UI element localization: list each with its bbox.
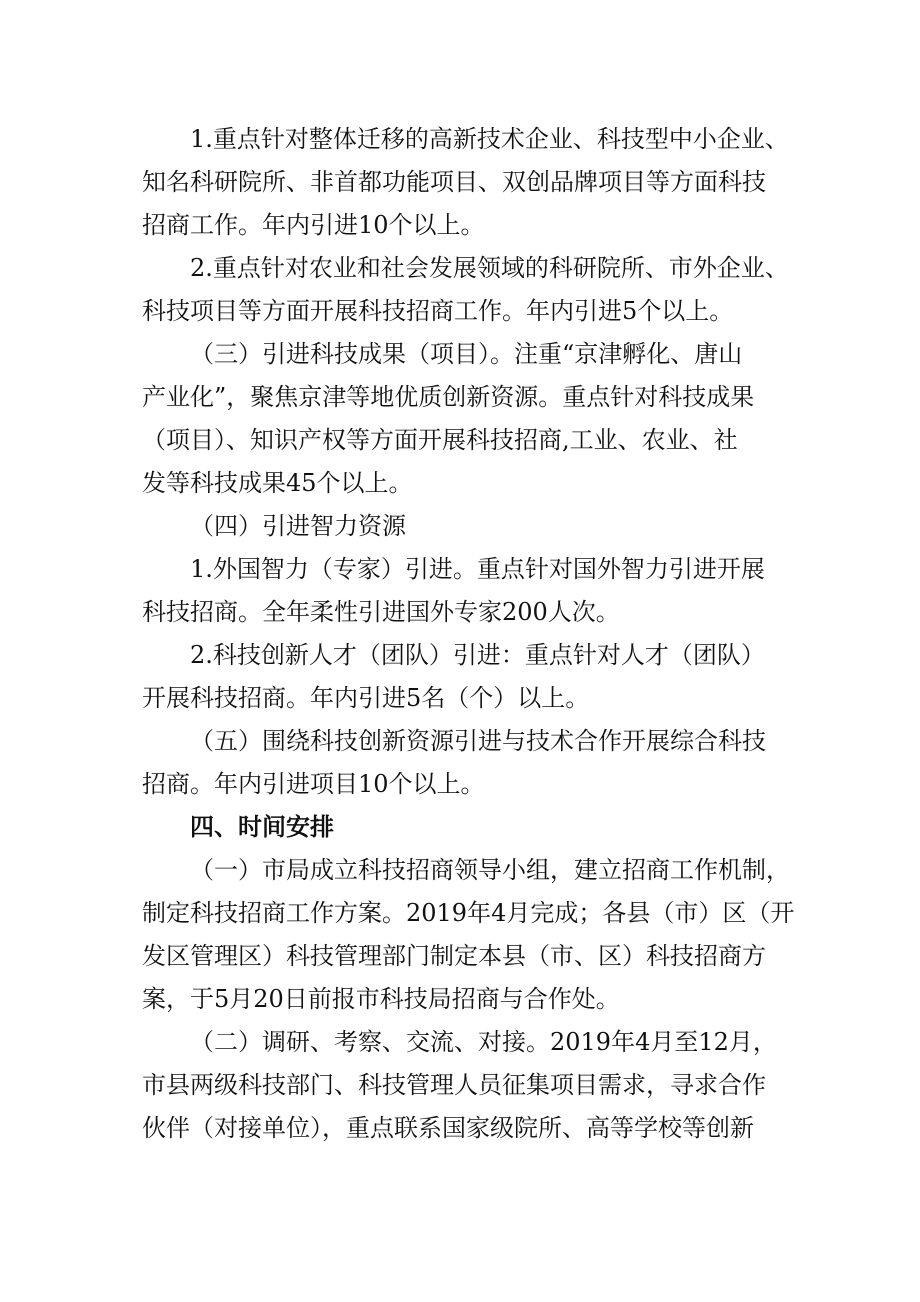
- paragraph-line: 开展科技招商。年内引进5名（个）以上。: [142, 684, 590, 712]
- paragraph-line: 产业化”，聚焦京津等地优质创新资源。重点针对科技成果: [142, 383, 755, 411]
- paragraph-line: （项目）、知识产权等方面开展科技招商,工业、农业、社: [142, 426, 738, 454]
- paragraph-line: 市县两级科技部门、科技管理人员征集项目需求，寻求合作: [142, 1071, 766, 1099]
- paragraph-line: 2.重点针对农业和社会发展领域的科研院所、市外企业、: [190, 254, 789, 282]
- chapter-heading: 四、时间安排: [190, 813, 334, 841]
- paragraph-line: 科技招商。全年柔性引进国外专家200人次。: [142, 598, 620, 626]
- paragraph-line: 1.重点针对整体迁移的高新技术企业、科技型中小企业、: [190, 125, 789, 153]
- paragraph-line: 案，于5月20日前报市科技局招商与合作处。: [142, 985, 620, 1013]
- paragraph-line: 2.科技创新人才（团队）引进：重点针对人才（团队）: [190, 641, 765, 669]
- section-heading: （四）引进智力资源: [190, 512, 406, 540]
- section-heading-line: （三）引进科技成果（项目）。注重“京津孵化、唐山: [190, 340, 743, 368]
- paragraph-line: 发区管理区）科技管理部门制定本县（市、区）科技招商方: [142, 942, 766, 970]
- paragraph-line: 发等科技成果45个以上。: [142, 469, 413, 497]
- paragraph-line: 知名科研院所、非首都功能项目、双创品牌项目等方面科技: [142, 168, 766, 196]
- paragraph-line: 伙伴（对接单位），重点联系国家级院所、高等学校等创新: [142, 1114, 754, 1142]
- section-heading-line: （五）围绕科技创新资源引进与技术合作开展综合科技: [190, 727, 766, 755]
- section-heading-line: （一）市局成立科技招商领导小组，建立招商工作机制，: [190, 856, 790, 884]
- paragraph-line: 制定科技招商工作方案。2019年4月完成；各县（市）区（开: [142, 899, 795, 927]
- paragraph-line: 1.外国智力（专家）引进。重点针对国外智力引进开展: [190, 555, 765, 583]
- section-heading-line: （二）调研、考察、交流、对接。2019年4月至12月，: [190, 1028, 777, 1056]
- paragraph-line: 科技项目等方面开展科技招商工作。年内引进5个以上。: [142, 297, 734, 325]
- paragraph-line: 招商。年内引进项目10个以上。: [142, 770, 485, 798]
- paragraph-line: 招商工作。年内引进10个以上。: [142, 211, 485, 239]
